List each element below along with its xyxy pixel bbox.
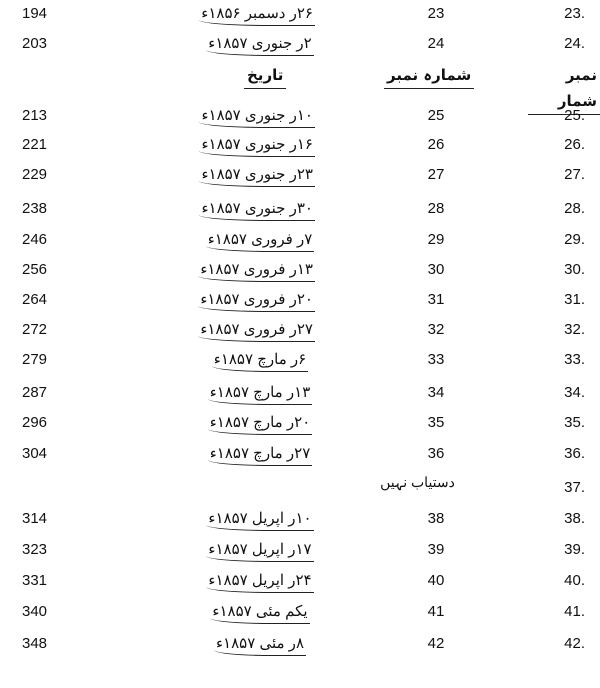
issue-number: 36 [427,445,445,462]
table-row [0,228,600,252]
table-row [0,476,600,500]
page-number: 348 [22,635,48,652]
serial-number: 32. [564,321,585,338]
table-row [0,288,600,312]
issue-date: ۶ر مارچ ۱۸۵۷ء [205,348,315,372]
issue-date: ۱۷ر اپریل ۱۸۵۷ء [205,538,315,562]
issue-date: ۱۳ر فروری ۱۸۵۷ء [205,258,315,282]
issue-date: یکم مئی ۱۸۵۷ء [205,600,315,624]
issue-number: 25 [427,107,445,124]
page-number: 229 [22,166,48,183]
serial-number: 37. [564,479,585,496]
page-number: 331 [22,572,48,589]
table-row [0,104,600,128]
issue-date: ۱۰ر جنوری ۱۸۵۷ء [205,104,315,128]
page-number: 296 [22,414,48,431]
issue-number: 34 [427,384,445,401]
table-row [0,32,600,56]
table-header [0,62,600,110]
issue-number: 28 [427,200,445,217]
issue-number: 29 [427,231,445,248]
serial-number: 24. [564,35,585,52]
table-row [0,600,600,624]
issue-date: ۲۰ر مارچ ۱۸۵۷ء [205,411,315,435]
page-number: 340 [22,603,48,620]
issue-date: ۸ر مئی ۱۸۵۷ء [205,632,315,656]
table-row [0,569,600,593]
serial-number: 42. [564,635,585,652]
page-number: 213 [22,107,48,124]
serial-number: 40. [564,572,585,589]
serial-number: 39. [564,541,585,558]
issue-date: ۲۴ر اپریل ۱۸۵۷ء [205,569,315,593]
issue-number: 40 [427,572,445,589]
page-number: 194 [22,5,48,22]
issue-date: ۲۶ر دسمبر ۱۸۵۶ء [205,2,315,26]
serial-number: 23. [564,5,585,22]
page-number: 287 [22,384,48,401]
table-row [0,411,600,435]
serial-number: 33. [564,351,585,368]
serial-number: 31. [564,291,585,308]
page-number: 272 [22,321,48,338]
page-number: 314 [22,510,48,527]
serial-number: 41. [564,603,585,620]
page-number: 304 [22,445,48,462]
issue-date: ۷ر فروری ۱۸۵۷ء [205,228,315,252]
issue-number: 30 [427,261,445,278]
serial-number: 25. [564,107,585,124]
issue-number: 39 [427,541,445,558]
issue-date: ۳۰ر جنوری ۱۸۵۷ء [205,197,315,221]
page-number: 256 [22,261,48,278]
table-row [0,2,600,26]
table-row [0,507,600,531]
page-number: 203 [22,35,48,52]
page-number: 279 [22,351,48,368]
table-row [0,632,600,656]
serial-number: 27. [564,166,585,183]
issue-number: 33 [427,351,445,368]
header-issue-number: شمارہ نمبر [384,62,474,89]
table-row [0,348,600,372]
table-row [0,381,600,405]
issue-date: ۲۷ر مارچ ۱۸۵۷ء [205,442,315,466]
issue-number: 41 [427,603,445,620]
issue-date: ۱۰ر اپریل ۱۸۵۷ء [205,507,315,531]
table-row [0,197,600,221]
page-number: 238 [22,200,48,217]
page-number: 221 [22,136,48,153]
issue-number: 42 [427,635,445,652]
issue-date: ۲۷ر فروری ۱۸۵۷ء [205,318,315,342]
serial-number: 26. [564,136,585,153]
header-serial-number: نمبر شمار [528,62,600,115]
table-row [0,133,600,157]
issue-number: 23 [427,5,445,22]
serial-number: 30. [564,261,585,278]
issue-date: ۱۶ر جنوری ۱۸۵۷ء [205,133,315,157]
serial-number: 35. [564,414,585,431]
issue-number: 31 [427,291,445,308]
table-row [0,442,600,466]
header-date: تاریخ [244,62,286,89]
issue-number: 32 [427,321,445,338]
page-number: 246 [22,231,48,248]
table-row [0,163,600,187]
serial-number: 29. [564,231,585,248]
issue-number: 27 [427,166,445,183]
table-row [0,538,600,562]
page-number: 264 [22,291,48,308]
issue-date: ۱۳ر مارچ ۱۸۵۷ء [205,381,315,405]
issue-date: ۲ر جنوری ۱۸۵۷ء [205,32,315,56]
page-number: 323 [22,541,48,558]
issue-number: 24 [427,35,445,52]
table-row [0,258,600,282]
issue-number: 38 [427,510,445,527]
serial-number: 34. [564,384,585,401]
issue-number: 35 [427,414,445,431]
issue-number: 26 [427,136,445,153]
serial-number: 38. [564,510,585,527]
issue-date: ۲۰ر فروری ۱۸۵۷ء [205,288,315,312]
serial-number: 28. [564,200,585,217]
table-row [0,318,600,342]
issue-date: ۲۳ر جنوری ۱۸۵۷ء [205,163,315,187]
serial-number: 36. [564,445,585,462]
not-available-note: دستیاب نہیں [380,474,455,490]
